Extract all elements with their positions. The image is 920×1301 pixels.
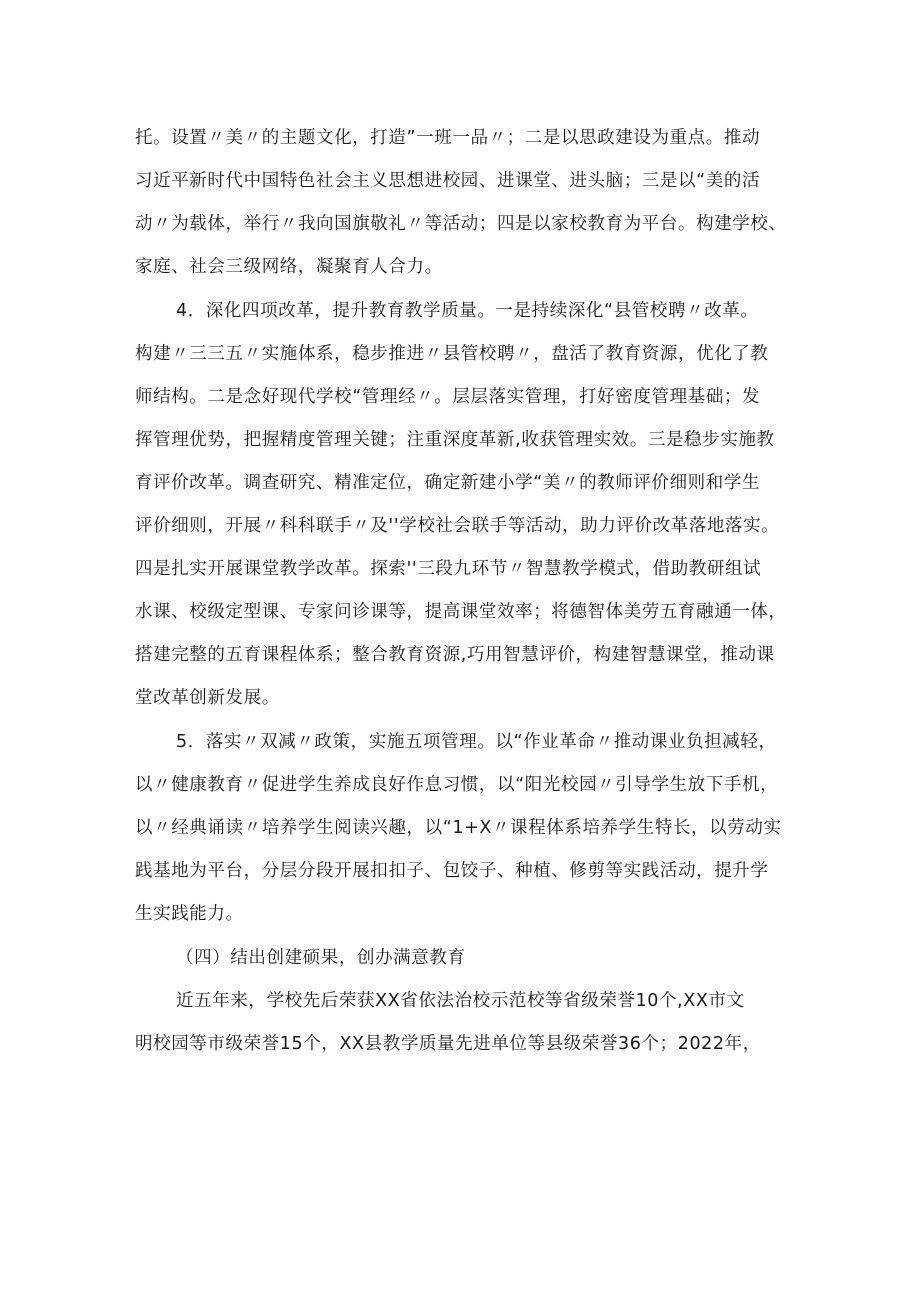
section-heading: （四）结出创建硕果，创办满意教育 [176, 948, 466, 968]
body-text-line: 挥管理优势，把握精度管理关键；注重深度革新,收获管理实效。三是稳步实施教 [135, 430, 775, 450]
section-4-first-line: 4．深化四项改革，提升教育教学质量。一是持续深化“县管校聘〃改革。 [176, 301, 759, 321]
body-text-line: 以〃健康教育〃促进学生养成良好作息习惯，以“阳光校园〃引导学生放下手机， [135, 775, 779, 795]
body-text-line: 四是扎实开展课堂教学改革。探索''三段九环节〃智慧教学模式，借助教研组试 [135, 559, 762, 579]
body-text-line: 明校园等市级荣誉15个，XX县教学质量先进单位等县级荣誉36个；2022年， [135, 1034, 761, 1054]
body-text-line: 动〃为载体，举行〃我向国旗敬礼〃等活动；四是以家校教育为平台。构建学校、 [135, 214, 787, 234]
body-text-line: 师结构。二是念好现代学校“管理经〃。层层落实管理，打好密度管理基础；发 [135, 387, 761, 407]
body-text-line: 托。设置〃美〃的主题文化，打造”一班一品〃；二是以思政建设为重点。推动 [135, 128, 761, 148]
body-text-line: 家庭、社会三级网络，凝聚育人合力。 [135, 257, 443, 277]
body-text-line: 水课、校级定型课、专家问诊课等，提高课堂效率；将德智体美劳五育融通一体， [135, 602, 787, 622]
body-text-line: 育评价改革。调查研究、精准定位，确定新建小学“美〃的教师评价细则和学生 [135, 473, 761, 493]
paragraph-first-line: 近五年来，学校先后荣获XX省依法治校示范校等省级荣誉10个,XX市文 [176, 991, 745, 1011]
body-text-line: 践基地为平台，分层分段开展扣扣子、包饺子、种植、修剪等实践活动，提升学 [135, 861, 769, 881]
section-5-first-line: 5．落实〃双减〃政策，实施五项管理。以“作业革命〃推动课业负担减轻， [176, 732, 777, 752]
body-text-line: 生实践能力。 [135, 904, 244, 924]
body-text-line: 搭建完整的五育课程体系；整合教育资源,巧用智慧评价，构建智慧课堂，推动课 [135, 645, 775, 665]
body-text-line: 以〃经典诵读〃培养学生阅读兴趣，以“1+X〃课程体系培养学生特长，以劳动实 [135, 818, 782, 838]
body-text-line: 习近平新时代中国特色社会主义思想进校园、进课堂、进头脑；三是以“美的活 [135, 171, 761, 191]
body-text-line: 构建〃三三五〃实施体系，稳步推进〃县管校聘〃，盘活了教育资源，优化了教 [135, 344, 769, 364]
body-text-line: 堂改革创新发展。 [135, 688, 280, 708]
body-text-line: 评价细则，开展〃科科联手〃及''学校社会联手等活动，助力评价改革落地落实。 [135, 516, 780, 536]
